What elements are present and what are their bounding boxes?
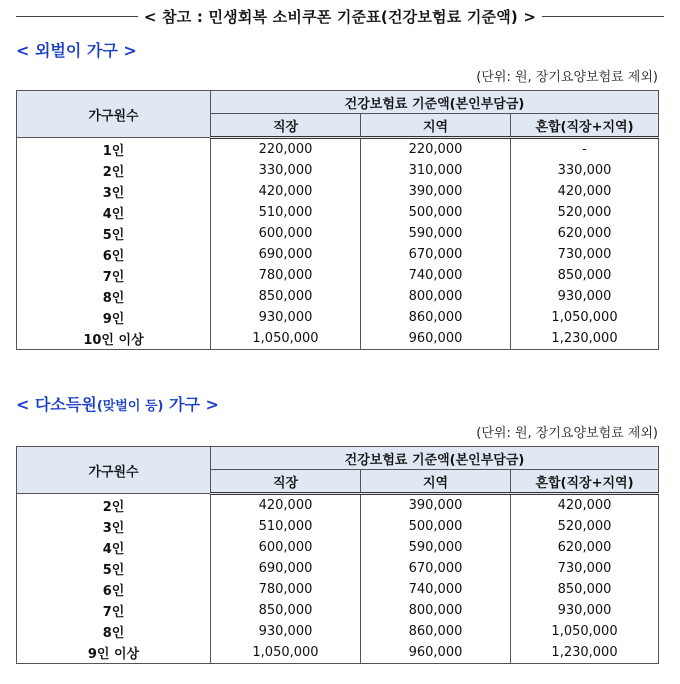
employee-cell: 850,000	[211, 600, 361, 621]
employee-cell: 850,000	[211, 286, 361, 307]
household-size-cell: 10인 이상	[17, 328, 211, 350]
household-size-cell: 6인	[17, 244, 211, 265]
employee-cell: 930,000	[211, 621, 361, 642]
mixed-cell: -	[511, 138, 659, 161]
regional-cell: 960,000	[361, 642, 511, 664]
mixed-cell: 520,000	[511, 516, 659, 537]
household-size-cell: 5인	[17, 558, 211, 579]
fee-table-multi-earner	[16, 446, 659, 664]
household-size-cell: 4인	[17, 537, 211, 558]
regional-cell: 740,000	[361, 579, 511, 600]
regional-cell: 500,000	[361, 202, 511, 223]
mixed-cell: 620,000	[511, 537, 659, 558]
table-row	[17, 558, 659, 579]
table-row	[17, 600, 659, 621]
regional-cell: 860,000	[361, 307, 511, 328]
header-regional: 지역	[361, 114, 511, 138]
header-mixed: 혼합(직장+지역)	[511, 470, 659, 494]
table-row	[17, 307, 659, 328]
mixed-cell: 520,000	[511, 202, 659, 223]
header-employee: 직장	[211, 114, 361, 138]
table-row	[17, 138, 659, 161]
regional-cell: 390,000	[361, 181, 511, 202]
household-size-cell: 7인	[17, 265, 211, 286]
table-row	[17, 244, 659, 265]
employee-cell: 220,000	[211, 138, 361, 161]
regional-cell: 670,000	[361, 558, 511, 579]
unit-note: (단위: 원, 장기요양보험료 제외)	[476, 426, 658, 441]
regional-cell: 390,000	[361, 494, 511, 517]
employee-cell: 510,000	[211, 516, 361, 537]
document-title-text: < 참고 : 민생회복 소비쿠폰 기준표(건강보험료 기준액) >	[138, 8, 542, 26]
table-row	[17, 223, 659, 244]
employee-cell: 510,000	[211, 202, 361, 223]
table-row	[17, 621, 659, 642]
mixed-cell: 1,230,000	[511, 328, 659, 350]
employee-cell: 1,050,000	[211, 328, 361, 350]
section-heading-single-earner: < 외벌이 가구 >	[16, 41, 137, 60]
household-size-cell: 8인	[17, 286, 211, 307]
mixed-cell: 730,000	[511, 244, 659, 265]
household-size-cell: 9인	[17, 307, 211, 328]
household-size-cell: 9인 이상	[17, 642, 211, 664]
mixed-cell: 330,000	[511, 160, 659, 181]
mixed-cell: 620,000	[511, 223, 659, 244]
household-size-cell: 7인	[17, 600, 211, 621]
regional-cell: 220,000	[361, 138, 511, 161]
header-mixed: 혼합(직장+지역)	[511, 114, 659, 138]
mixed-cell: 930,000	[511, 286, 659, 307]
household-size-cell: 3인	[17, 181, 211, 202]
household-size-cell: 5인	[17, 223, 211, 244]
table-row	[17, 181, 659, 202]
employee-cell: 600,000	[211, 223, 361, 244]
document-title	[0, 6, 680, 27]
section-heading-multi-earner	[16, 392, 219, 415]
fee-table-single-earner	[16, 90, 659, 350]
mixed-cell: 1,050,000	[511, 307, 659, 328]
section-heading-main: < 다소득원	[16, 395, 97, 414]
section-heading-note: (맞벌이 등)	[96, 399, 164, 414]
regional-cell: 590,000	[361, 223, 511, 244]
table-row	[17, 579, 659, 600]
mixed-cell: 730,000	[511, 558, 659, 579]
employee-cell: 780,000	[211, 579, 361, 600]
regional-cell: 740,000	[361, 265, 511, 286]
employee-cell: 690,000	[211, 244, 361, 265]
regional-cell: 960,000	[361, 328, 511, 350]
household-size-cell: 4인	[17, 202, 211, 223]
table-row	[17, 642, 659, 664]
regional-cell: 670,000	[361, 244, 511, 265]
regional-cell: 500,000	[361, 516, 511, 537]
mixed-cell: 850,000	[511, 265, 659, 286]
header-household-size: 가구원수	[17, 447, 211, 494]
household-size-cell: 3인	[17, 516, 211, 537]
header-premium-group: 건강보험료 기준액(본인부담금)	[211, 447, 659, 470]
employee-cell: 930,000	[211, 307, 361, 328]
household-size-cell: 8인	[17, 621, 211, 642]
employee-cell: 420,000	[211, 181, 361, 202]
table-row	[17, 328, 659, 350]
mixed-cell: 1,050,000	[511, 621, 659, 642]
household-size-cell: 2인	[17, 494, 211, 517]
mixed-cell: 930,000	[511, 600, 659, 621]
table-row	[17, 516, 659, 537]
mixed-cell: 420,000	[511, 181, 659, 202]
table-row	[17, 160, 659, 181]
table-row	[17, 494, 659, 517]
mixed-cell: 420,000	[511, 494, 659, 517]
employee-cell: 600,000	[211, 537, 361, 558]
section-heading-end: 가구 >	[163, 395, 219, 414]
unit-note: (단위: 원, 장기요양보험료 제외)	[476, 70, 658, 85]
document-title-row	[0, 4, 680, 30]
header-household-size: 가구원수	[17, 91, 211, 138]
table-row	[17, 265, 659, 286]
employee-cell: 780,000	[211, 265, 361, 286]
regional-cell: 860,000	[361, 621, 511, 642]
household-size-cell: 6인	[17, 579, 211, 600]
table-row	[17, 202, 659, 223]
table-row	[17, 537, 659, 558]
table-row	[17, 286, 659, 307]
regional-cell: 800,000	[361, 600, 511, 621]
header-regional: 지역	[361, 470, 511, 494]
mixed-cell: 850,000	[511, 579, 659, 600]
header-premium-group: 건강보험료 기준액(본인부담금)	[211, 91, 659, 114]
regional-cell: 800,000	[361, 286, 511, 307]
regional-cell: 590,000	[361, 537, 511, 558]
mixed-cell: 1,230,000	[511, 642, 659, 664]
employee-cell: 1,050,000	[211, 642, 361, 664]
employee-cell: 330,000	[211, 160, 361, 181]
employee-cell: 420,000	[211, 494, 361, 517]
regional-cell: 310,000	[361, 160, 511, 181]
header-employee: 직장	[211, 470, 361, 494]
employee-cell: 690,000	[211, 558, 361, 579]
household-size-cell: 1인	[17, 138, 211, 161]
household-size-cell: 2인	[17, 160, 211, 181]
